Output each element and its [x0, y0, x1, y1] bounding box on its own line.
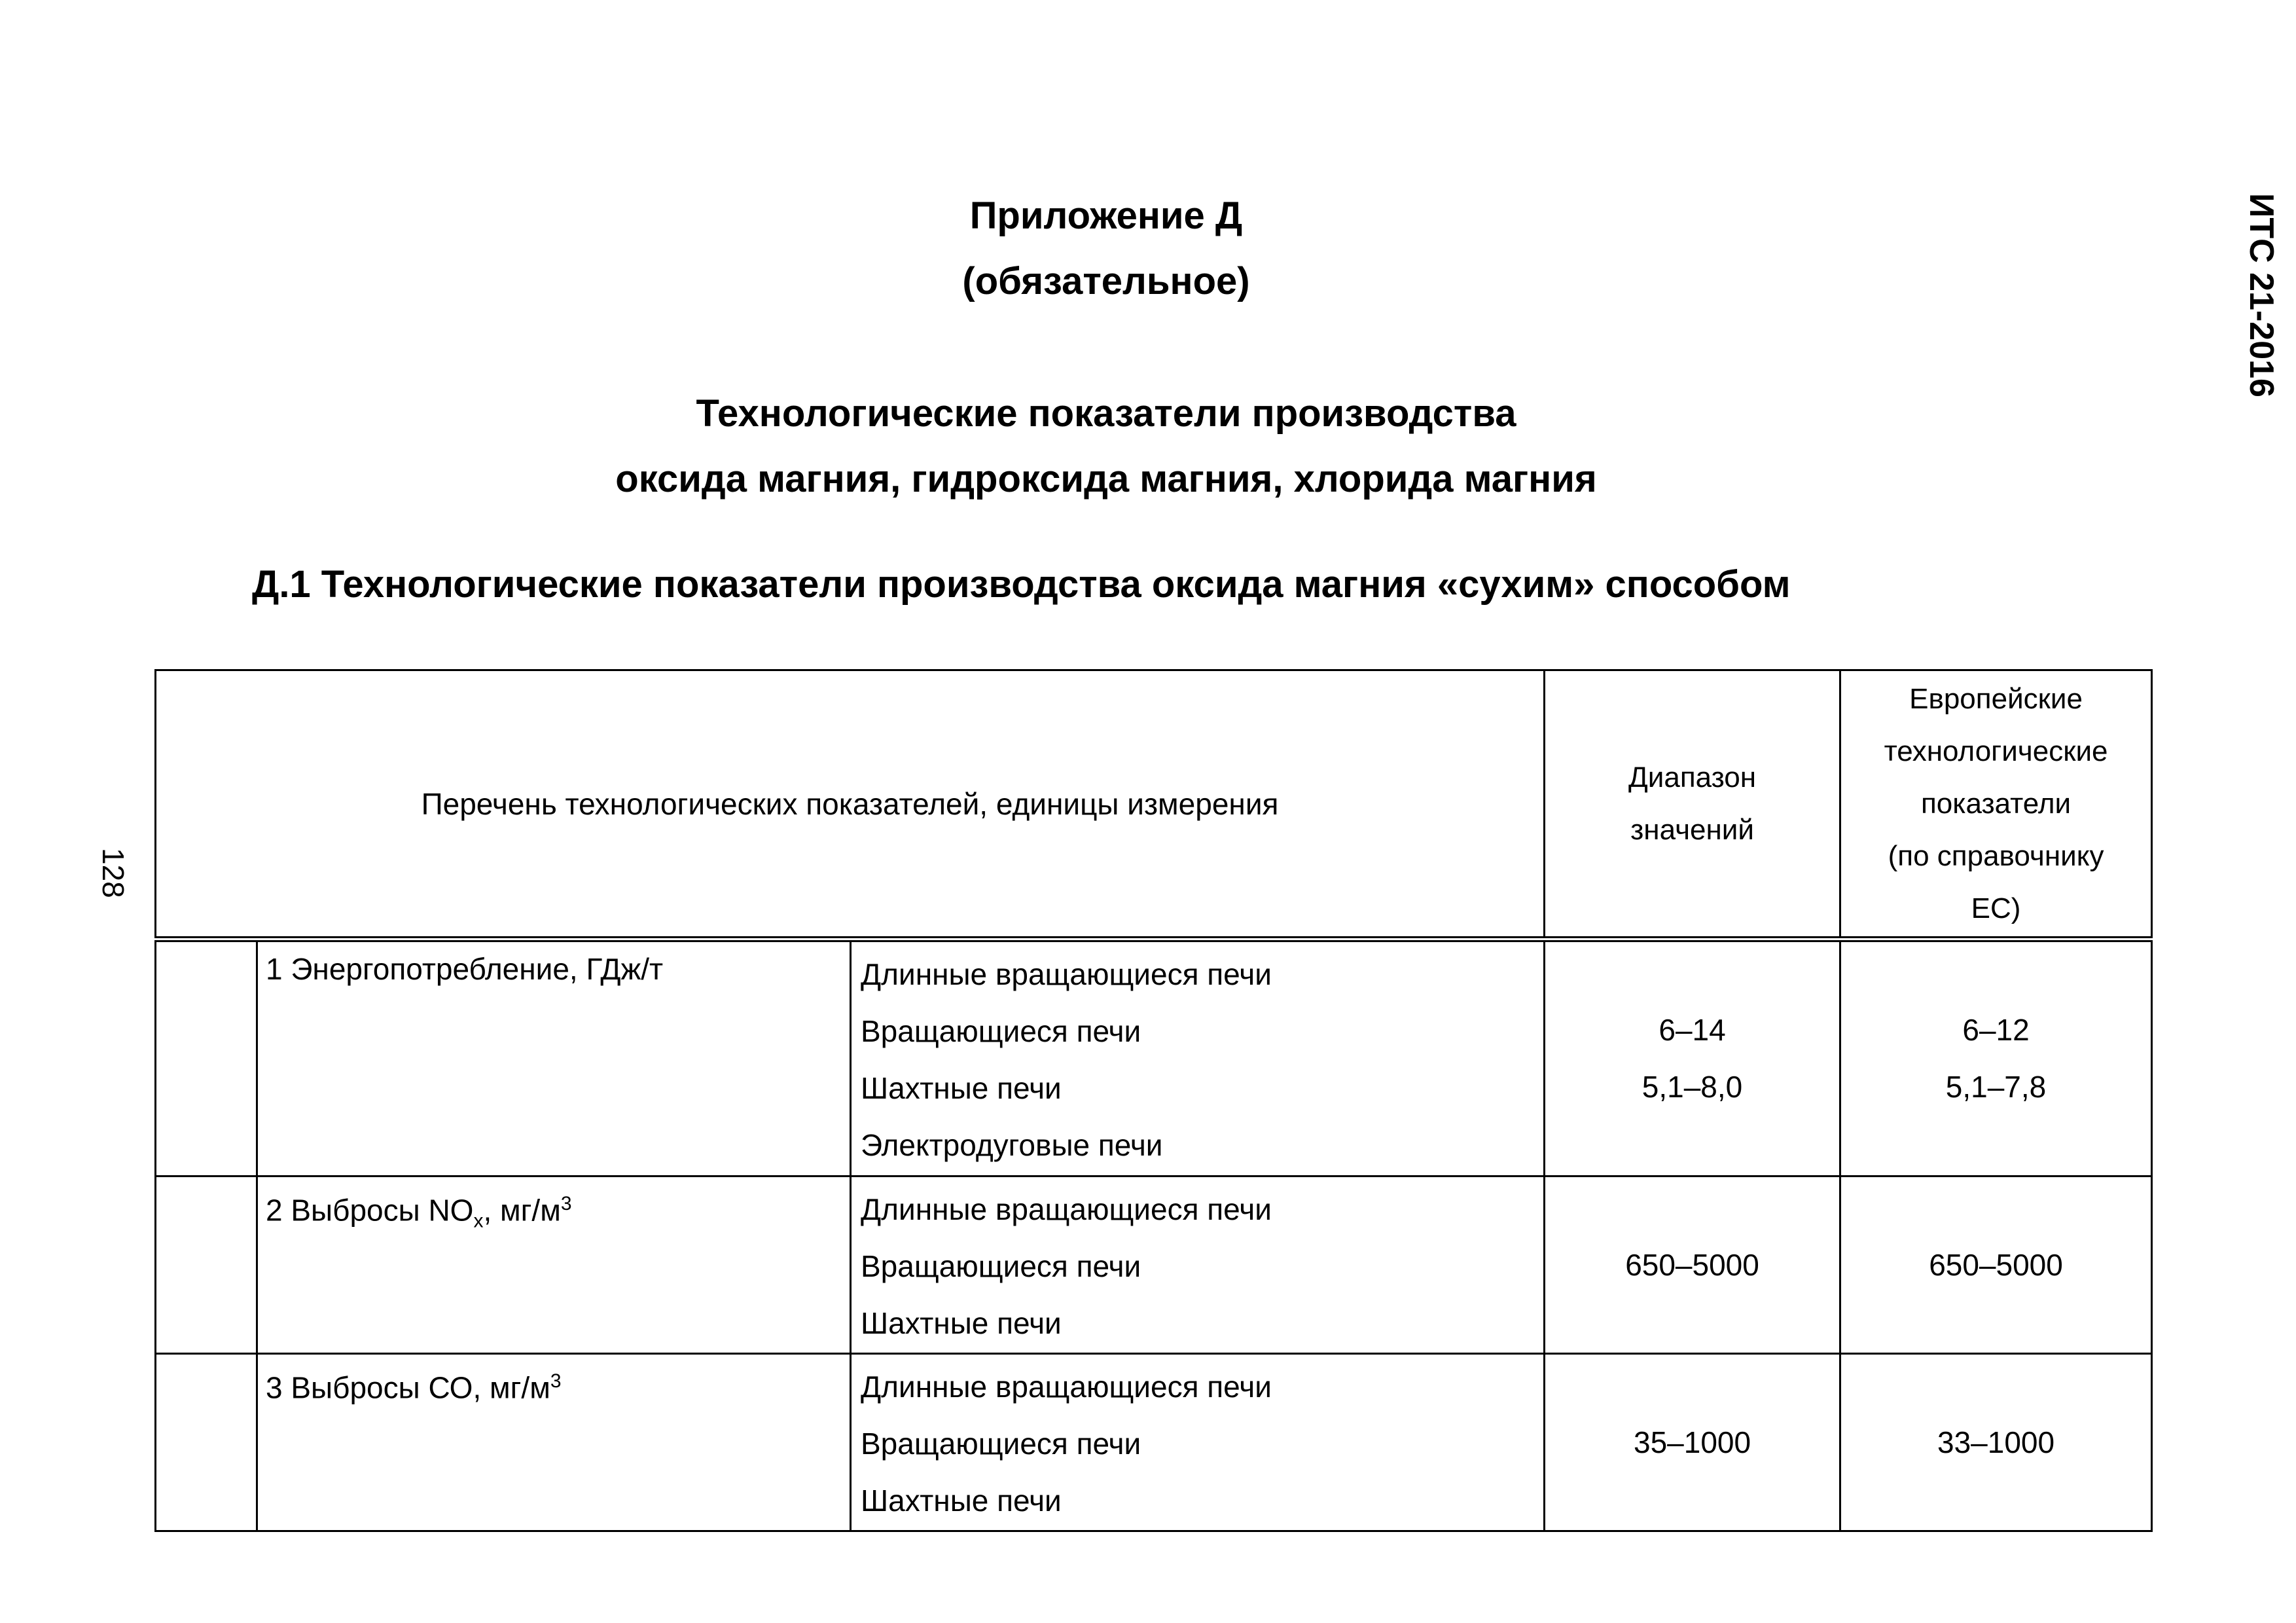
eu-value-line: 5,1–7,8 — [1945, 1070, 2047, 1104]
header-eu-line: ЕС) — [1971, 892, 2021, 924]
row-blank-cell — [156, 939, 257, 1176]
section-heading: Д.1 Технологические показатели производства оксида магния «сухим» способом — [252, 563, 1791, 606]
furnace-type: Шахтные печи — [861, 1484, 1062, 1518]
header-range — [1545, 670, 1840, 939]
indicator-name-text: 3 Выбросы СО, мг/м — [266, 1370, 550, 1405]
eu-value-line: 6–12 — [1962, 1013, 2030, 1047]
furnace-type: Вращающиеся печи — [861, 1014, 1141, 1048]
furnace-type: Вращающиеся печи — [861, 1249, 1141, 1283]
indicators-table — [154, 669, 2153, 1532]
range-value — [1545, 1176, 1840, 1354]
eu-value — [1840, 939, 2152, 1176]
table-row — [156, 939, 2152, 1176]
furnace-types — [851, 1354, 1545, 1531]
subscript: х — [473, 1210, 484, 1232]
furnace-type: Длинные вращающиеся печи — [861, 1370, 1272, 1404]
header-eu-line: технологические — [1884, 735, 2108, 767]
table-row — [156, 1176, 2152, 1354]
eu-value — [1840, 1354, 2152, 1531]
header-range-line: значений — [1630, 813, 1754, 846]
indicator-name — [257, 1354, 851, 1531]
furnace-type: Электродуговые печи — [861, 1128, 1163, 1162]
superscript: 3 — [560, 1193, 572, 1214]
range-value-line: 6–14 — [1659, 1013, 1726, 1047]
header-eu-line: Европейские — [1909, 682, 2083, 715]
header-indicators: Перечень технологических показателей, единицы измерения — [156, 670, 1545, 939]
table-row — [156, 1354, 2152, 1531]
eu-value — [1840, 1176, 2152, 1354]
furnace-types — [851, 1176, 1545, 1354]
furnace-type: Шахтные печи — [861, 1306, 1062, 1340]
eu-value-line: 33–1000 — [1937, 1425, 2055, 1459]
document-code: ИТС 21-2016 — [2242, 193, 2280, 397]
range-value — [1545, 1354, 1840, 1531]
appendix-status: (обязательное) — [962, 260, 1250, 302]
furnace-type: Шахтные печи — [861, 1071, 1062, 1105]
header-eu-line: показатели — [1920, 787, 2072, 820]
header-range-line: Диапазон — [1628, 761, 1757, 793]
document-title-line-1: Технологические показатели производства — [696, 392, 1516, 435]
furnace-type: Длинные вращающиеся печи — [861, 957, 1272, 991]
indicator-name: 1 Энергопотребление, ГДж/т — [257, 939, 851, 1176]
table-header-row — [156, 670, 2152, 939]
superscript: 3 — [550, 1370, 562, 1392]
document-title-line-2: оксида магния, гидроксида магния, хлорида магния — [615, 458, 1597, 500]
eu-value-line: 650–5000 — [1929, 1247, 2063, 1282]
appendix-title: Приложение Д — [969, 194, 1243, 237]
row-blank-cell — [156, 1354, 257, 1531]
range-value — [1545, 939, 1840, 1176]
indicator-name — [257, 1176, 851, 1354]
indicator-unit: , мг/м — [483, 1193, 561, 1228]
furnace-type: Длинные вращающиеся печи — [861, 1192, 1272, 1226]
row-blank-cell — [156, 1176, 257, 1354]
header-eu — [1840, 670, 2152, 939]
range-value-line: 35–1000 — [1633, 1425, 1751, 1459]
page-number: 128 — [96, 848, 130, 898]
range-value-line: 5,1–8,0 — [1641, 1070, 1743, 1104]
furnace-types — [851, 939, 1545, 1176]
furnace-type: Вращающиеся печи — [861, 1427, 1141, 1461]
range-value-line: 650–5000 — [1625, 1247, 1759, 1282]
indicator-name-text: 2 Выбросы NO — [266, 1193, 474, 1228]
header-eu-line: (по справочнику — [1888, 839, 2104, 872]
